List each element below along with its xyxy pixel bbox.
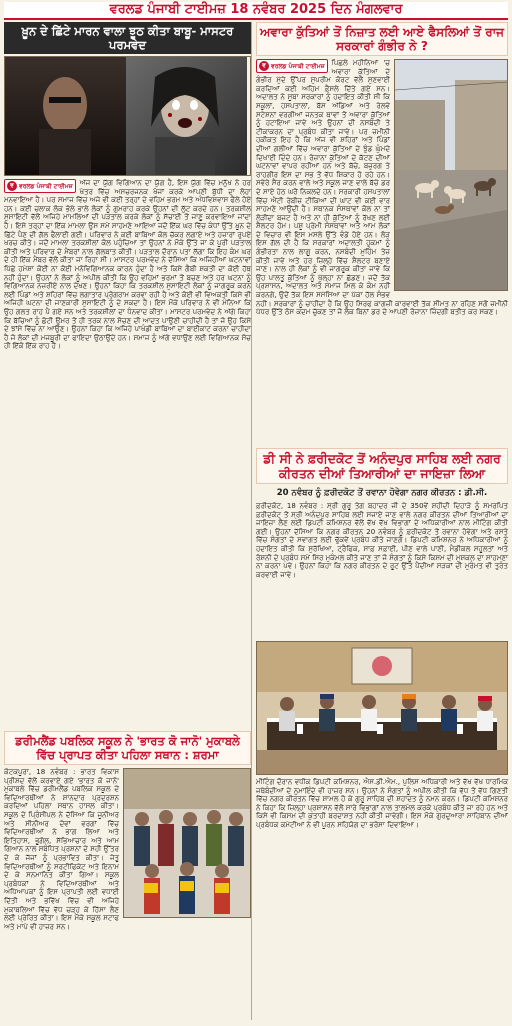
left-column <box>4 22 252 1020</box>
masthead-title: ਵਰਲਡ ਪੰਜਾਬੀ ਟਾਈਮਜ਼ 18 ਨਵੰਬਰ 2025 ਦਿਨ ਮੰਗਲਵਾਰ <box>109 2 403 17</box>
story4-photo <box>256 641 508 775</box>
story4-subheadline: 20 ਨਵੰਬਰ ਨੂੰ ਫ਼ਰੀਦਕੋਟ ਤੋਂ ਰਵਾਨਾ ਹੋਵੇਗਾ ਨਗਰ ਕੀਰਤਨ : ਡੀ.ਸੀ. <box>276 488 488 498</box>
story4-body: ਫ਼ਰੀਦਕੋਟ, 18 ਨਵੰਬਰ : ਸ੍ਰੀ ਗੁਰੂ ਤੇਗ ਬਹਾਦਰ ਜੀ ਦੇ 350ਵੇਂ ਸ਼ਹੀਦੀ ਦਿਹਾੜੇ ਨੂੰ ਸਮਰਪਿਤ ਫ਼ਰੀਦਕੋਟ ਤੋਂ ਸ੍ਰੀ ਅਨੰਦਪੁਰ ਸਾਹਿਬ ਲਈ ਸਜਾਏ ਜਾਣ ਵਾਲੇ ਨਗਰ ਕੀਰਤਨ ਦੀਆਂ ਤਿਆਰੀਆਂ ਦਾ ਜਾਇਜ਼ਾ ਲੈਣ ਲਈ ਡਿਪਟੀ ਕਮਿਸ਼ਨਰ ਵੱਲੋਂ ਵੱਖ ਵੱਖ ਵਿਭਾਗਾਂ ਦੇ ਅਧਿਕਾਰੀਆਂ ਨਾਲ ਮੀਟਿੰਗ ਕੀਤੀ ਗਈ। ਉਹਨਾਂ ਦੱਸਿਆ ਕਿ ਨਗਰ ਕੀਰਤਨ 20 ਨਵੰਬਰ ਨੂੰ ਫ਼ਰੀਦਕੋਟ ਤੋਂ ਰਵਾਨਾ ਹੋਵੇਗਾ ਅਤੇ ਰਸਤੇ ਵਿੱਚ ਸੰਗਤਾਂ ਦੇ ਸਵਾਗਤ ਲਈ ਢੁੱਕਵੇਂ ਪ੍ਰਬੰਧ ਕੀਤੇ ਜਾਣਗੇ। ਡਿਪਟੀ ਕਮਿਸ਼ਨਰ ਨੇ ਅਧਿਕਾਰੀਆਂ ਨੂੰ ਹਦਾਇਤ ਕੀਤੀ ਕਿ ਸੁਰੱਖਿਆ, ਟ੍ਰੈਫਿਕ, ਸਾਫ਼ ਸਫ਼ਾਈ, ਪੀਣ ਵਾਲੇ ਪਾਣੀ, ਮੈਡੀਕਲ ਸਹੂਲਤਾਂ ਅਤੇ ਰੋਸ਼ਨੀ ਦੇ ਪ੍ਰਬੰਧ ਸਮੇਂ ਸਿਰ ਮੁਕੰਮਲ ਕੀਤੇ ਜਾਣ ਤਾਂ ਜੋ ਸੰਗਤਾਂ ਨੂੰ ਕਿਸੇ ਕਿਸਮ ਦੀ ਮੁਸ਼ਕਲ ਦਾ ਸਾਹਮਣਾ ਨਾ ਕਰਨਾ ਪਵੇ। ਉਹਨਾਂ ਕਿਹਾ ਕਿ ਨਗਰ ਕੀਰਤਨ ਦੇ ਰੂਟ ਉੱਤੇ ਪੈਂਦੀਆਂ ਸੜਕਾਂ ਦੀ ਮੁਰੰਮਤ ਵੀ ਤੁਰੰਤ ਕਰਵਾਈ ਜਾਵੇ। <box>256 502 508 579</box>
masthead <box>4 2 508 20</box>
newspaper-logo-icon: ਵ <box>7 181 17 191</box>
story2-headline: ਡਰੀਮਲੈਂਡ ਪਬਲਿਕ ਸਕੂਲ ਨੇ 'ਭਾਰਤ ਕੋ ਜਾਨੋ' ਮੁਕਾਬਲੇ ਵਿੱਚ ਪ੍ਰਾਪਤ ਕੀਤਾ ਪਹਿਲਾ ਸਥਾਨ : ਸ਼ਰਮਾ <box>4 731 251 765</box>
students-group-photo-image <box>124 769 250 917</box>
story1-byline-text: ਵਰਲਡ ਪੰਜਾਬੀ ਟਾਈਮਜ਼ <box>19 182 73 190</box>
story4-body-continued: ਮੀਟਿੰਗ ਦੌਰਾਨ ਵਧੀਕ ਡਿਪਟੀ ਕਮਿਸ਼ਨਰ, ਐਸ.ਡੀ.ਐਮ., ਪੁਲਿਸ ਅਧਿਕਾਰੀ ਅਤੇ ਵੱਖ ਵੱਖ ਧਾਰਮਿਕ ਜਥੇਬੰਦੀਆਂ ਦੇ ਨੁਮਾਇੰਦੇ ਵੀ ਹਾਜ਼ਰ ਸਨ। ਉਹਨਾਂ ਨੇ ਸੰਗਤਾਂ ਨੂੰ ਅਪੀਲ ਕੀਤੀ ਕਿ ਵੱਧ ਤੋਂ ਵੱਧ ਗਿਣਤੀ ਵਿੱਚ ਨਗਰ ਕੀਰਤਨ ਵਿੱਚ ਸ਼ਾਮਲ ਹੋ ਕੇ ਗੁਰੂ ਸਾਹਿਬ ਦੀ ਸ਼ਹਾਦਤ ਨੂੰ ਨਮਨ ਕਰਨ। ਡਿਪਟੀ ਕਮਿਸ਼ਨਰ ਨੇ ਕਿਹਾ ਕਿ ਜ਼ਿਲ੍ਹਾ ਪ੍ਰਸ਼ਾਸਨ ਵੱਲੋਂ ਸਾਰੇ ਵਿਭਾਗਾਂ ਨਾਲ ਤਾਲਮੇਲ ਕਰਕੇ ਪ੍ਰਬੰਧ ਕੀਤੇ ਜਾ ਰਹੇ ਹਨ ਅਤੇ ਕਿਸੇ ਵੀ ਕਿਸਮ ਦੀ ਕੁਤਾਹੀ ਬਰਦਾਸ਼ਤ ਨਹੀਂ ਕੀਤੀ ਜਾਵੇਗੀ। ਇਸ ਮੌਕੇ ਗੁਰਦੁਆਰਾ ਸਾਹਿਬਾਨ ਦੀਆਂ ਪ੍ਰਬੰਧਕ ਕਮੇਟੀਆਂ ਨੇ ਵੀ ਪੂਰਨ ਸਹਿਯੋਗ ਦਾ ਭਰੋਸਾ ਦਿਵਾਇਆ। <box>256 778 508 829</box>
story3-byline <box>256 59 328 73</box>
story3-body: ਪਿਛਲੇ ਮਹੀਨਿਆਂ 'ਚ ਅਵਾਰਾ ਕੁੱਤਿਆਂ ਦੇ ਗੰਭੀਰ ਮੁੱਦੇ ਉੱਪਰ ਸੁਪਰੀਮ ਕੋਰਟ ਵੱਲੋਂ ਸੁਣਵਾਈ ਕਰਦਿਆਂ ਕਈ ਅਹਿਮ ਫ਼ੈਸਲੇ ਦਿੱਤੇ ਗਏ ਸਨ। ਅਦਾਲਤ ਨੇ ਸੂਬਾ ਸਰਕਾਰਾਂ ਨੂੰ ਹਦਾਇਤ ਕੀਤੀ ਸੀ ਕਿ ਸਕੂਲਾਂ, ਹਸਪਤਾਲਾਂ, ਬੱਸ ਅੱਡਿਆਂ ਅਤੇ ਰੇਲਵੇ ਸਟੇਸ਼ਨਾਂ ਵਰਗੀਆਂ ਜਨਤਕ ਥਾਵਾਂ ਤੋਂ ਅਵਾਰਾ ਕੁੱਤਿਆਂ ਨੂੰ ਹਟਾਇਆ ਜਾਵੇ ਅਤੇ ਉਹਨਾਂ ਦੀ ਨਸਬੰਦੀ ਤੇ ਟੀਕਾਕਰਨ ਦਾ ਪ੍ਰਬੰਧ ਕੀਤਾ ਜਾਵੇ। ਪਰ ਜ਼ਮੀਨੀ ਹਕੀਕਤ ਇਹ ਹੈ ਕਿ ਅੱਜ ਵੀ ਸ਼ਹਿਰਾਂ ਅਤੇ ਪਿੰਡਾਂ ਦੀਆਂ ਗਲੀਆਂ ਵਿੱਚ ਅਵਾਰਾ ਕੁੱਤਿਆਂ ਦੇ ਝੁੰਡ ਘੁੰਮਦੇ ਦਿਖਾਈ ਦਿੰਦੇ ਹਨ। ਰੋਜ਼ਾਨਾ ਕੁੱਤਿਆਂ ਦੇ ਕੱਟਣ ਦੀਆਂ ਘਟਨਾਵਾਂ ਵਾਪਰ ਰਹੀਆਂ ਹਨ ਅਤੇ ਬੱਚੇ, ਬਜ਼ੁਰਗ ਤੇ ਰਾਹਗੀਰ ਇਸ ਦਾ ਸਭ ਤੋਂ ਵੱਧ ਸ਼ਿਕਾਰ ਹੋ ਰਹੇ ਹਨ। ਸਵੇਰੇ ਸੈਰ ਕਰਨ ਵਾਲੇ ਅਤੇ ਸਕੂਲ ਜਾਣ ਵਾਲੇ ਬੱਚੇ ਡਰ ਦੇ ਸਾਏ ਹੇਠ ਘਰੋਂ ਨਿਕਲਦੇ ਹਨ। ਸਰਕਾਰੀ ਹਸਪਤਾਲਾਂ ਵਿੱਚ ਐਂਟੀ ਰੇਬੀਜ਼ ਟੀਕਿਆਂ ਦੀ ਘਾਟ ਵੀ ਕਈ ਵਾਰ ਸਾਹਮਣੇ ਆਉਂਦੀ ਹੈ। ਸਥਾਨਕ ਸੰਸਥਾਵਾਂ ਕੋਲ ਨਾ ਤਾਂ ਲੋੜੀਂਦਾ ਬਜਟ ਹੈ ਅਤੇ ਨਾ ਹੀ ਕੁੱਤਿਆਂ ਨੂੰ ਰੱਖਣ ਲਈ ਸ਼ੈਲਟਰ ਹੋਮ। ਪਸ਼ੂ ਪ੍ਰੇਮੀ ਸੰਸਥਾਵਾਂ ਅਤੇ ਆਮ ਲੋਕਾਂ ਦੇ ਵਿਚਾਰ ਵੀ ਇਸ ਮਸਲੇ ਉੱਤੇ ਵੰਡੇ ਹੋਏ ਹਨ। ਲੋੜ ਇਸ ਗੱਲ ਦੀ ਹੈ ਕਿ ਸਰਕਾਰਾਂ ਅਦਾਲਤੀ ਹੁਕਮਾਂ ਨੂੰ ਗੰਭੀਰਤਾ ਨਾਲ ਲਾਗੂ ਕਰਨ, ਨਸਬੰਦੀ ਮੁਹਿੰਮ ਤੇਜ਼ ਕੀਤੀ ਜਾਵੇ ਅਤੇ ਹਰ ਜ਼ਿਲ੍ਹੇ ਵਿੱਚ ਸ਼ੈਲਟਰ ਬਣਾਏ ਜਾਣ। ਨਾਲ ਹੀ ਲੋਕਾਂ ਨੂੰ ਵੀ ਜਾਗਰੂਕ ਕੀਤਾ ਜਾਵੇ ਕਿ ਉਹ ਪਾਲਤੂ ਕੁੱਤਿਆਂ ਨੂੰ ਖੁੱਲ੍ਹਾ ਨਾ ਛੱਡਣ। ਜਦੋਂ ਤੱਕ ਪ੍ਰਸ਼ਾਸਨ, ਅਦਾਲਤ ਅਤੇ ਸਮਾਜ ਮਿਲ ਕੇ ਕੰਮ ਨਹੀਂ ਕਰਨਗੇ, ਉਦੋਂ ਤੱਕ ਇਸ ਸਮੱਸਿਆ ਦਾ ਪੱਕਾ ਹੱਲ ਸੰਭਵ ਨਹੀਂ। ਸਰਕਾਰਾਂ ਨੂੰ ਚਾਹੀਦਾ ਹੈ ਕਿ ਉਹ ਸਿਰਫ ਕਾਗਜ਼ੀ ਕਾਰਵਾਈ ਤੱਕ ਸੀਮਤ ਨਾ ਰਹਿਣ ਸਗੋਂ ਜ਼ਮੀਨੀ ਪੱਧਰ ਉੱਤੇ ਠੋਸ ਕਦਮ ਚੁੱਕਣ ਤਾਂ ਜੋ ਲੋਕ ਬਿਨਾਂ ਡਰ ਦੇ ਆਪਣੀ ਰੋਜ਼ਾਨਾ ਜ਼ਿੰਦਗੀ ਬਤੀਤ ਕਰ ਸਕਣ। <box>256 59 508 317</box>
story1-body: ਅੱਜ ਦਾ ਯੁੱਗ ਵਿਗਿਆਨ ਦਾ ਯੁੱਗ ਹੈ, ਇਸ ਯੁੱਗ ਵਿੱਚ ਮਨੁੱਖ ਨੇ ਹਰ ਖੇਤਰ ਵਿੱਚ ਅਸਚਰਜਨਕ ਖੋਜਾਂ ਕਰਕੇ ਆਪਣੀ ਬੁੱਧੀ ਦਾ ਲੋਹਾ ਮਨਵਾਇਆ ਹੈ। ਪਰ ਸਮਾਜ ਵਿੱਚ ਅਜੇ ਵੀ ਕਈ ਤਰ੍ਹਾਂ ਦੇ ਵਹਿਮ ਭਰਮ ਅਤੇ ਅੰਧਵਿਸ਼ਵਾਸ ਫੈਲੇ ਹੋਏ ਹਨ। ਕਈ ਚਲਾਕ ਲੋਕ ਭੋਲੇ ਭਾਲੇ ਲੋਕਾਂ ਨੂੰ ਗੁਮਰਾਹ ਕਰਕੇ ਉਹਨਾਂ ਦੀ ਲੁੱਟ ਕਰਦੇ ਹਨ। ਤਰਕਸ਼ੀਲ ਸੁਸਾਇਟੀ ਵੱਲੋਂ ਅਜਿਹੇ ਮਾਮਲਿਆਂ ਦੀ ਪੜਤਾਲ ਕਰਕੇ ਲੋਕਾਂ ਨੂੰ ਸੱਚਾਈ ਤੋਂ ਜਾਣੂ ਕਰਵਾਇਆ ਜਾਂਦਾ ਹੈ। ਇਸੇ ਤਰ੍ਹਾਂ ਦਾ ਇੱਕ ਮਾਮਲਾ ਉਸ ਸਮੇਂ ਸਾਹਮਣੇ ਆਇਆ ਜਦੋਂ ਇੱਕ ਘਰ ਵਿੱਚ ਕੰਧਾਂ ਉੱਤੇ ਖ਼ੂਨ ਦੇ ਛਿੱਟੇ ਪੈਣ ਦੀ ਗੱਲ ਫੈਲਾਈ ਗਈ। ਪਰਿਵਾਰ ਨੇ ਕਈ ਬਾਬਿਆਂ ਕੋਲ ਚੱਕਰ ਲਗਾਏ ਅਤੇ ਹਜ਼ਾਰਾਂ ਰੁਪਏ ਖਰਚ ਕੀਤੇ। ਜਦੋਂ ਮਾਮਲਾ ਤਰਕਸ਼ੀਲਾਂ ਕੋਲ ਪਹੁੰਚਿਆ ਤਾਂ ਉਹਨਾਂ ਨੇ ਮੌਕੇ ਉੱਤੇ ਜਾ ਕੇ ਪੂਰੀ ਪੜਤਾਲ ਕੀਤੀ ਅਤੇ ਪਰਿਵਾਰ ਦੇ ਮੈਂਬਰਾਂ ਨਾਲ ਗੱਲਬਾਤ ਕੀਤੀ। ਪੜਤਾਲ ਦੌਰਾਨ ਪਤਾ ਲੱਗਾ ਕਿ ਇਹ ਕੰਮ ਘਰ ਦੇ ਹੀ ਇੱਕ ਮੈਂਬਰ ਵੱਲੋਂ ਕੀਤਾ ਜਾ ਰਿਹਾ ਸੀ। ਮਾਸਟਰ ਪਰਮਵੇਦ ਨੇ ਦੱਸਿਆ ਕਿ ਅਜਿਹੀਆਂ ਘਟਨਾਵਾਂ ਪਿੱਛੇ ਹਮੇਸ਼ਾ ਕੋਈ ਨਾ ਕੋਈ ਮਨੋਵਿਗਿਆਨਕ ਕਾਰਨ ਹੁੰਦਾ ਹੈ ਅਤੇ ਕਿਸੇ ਗੈਬੀ ਸ਼ਕਤੀ ਦਾ ਕੋਈ ਹੱਥ ਨਹੀਂ ਹੁੰਦਾ। ਉਹਨਾਂ ਨੇ ਲੋਕਾਂ ਨੂੰ ਅਪੀਲ ਕੀਤੀ ਕਿ ਉਹ ਵਹਿਮਾਂ ਭਰਮਾਂ ਤੋਂ ਬਚਣ ਅਤੇ ਹਰ ਘਟਨਾ ਨੂੰ ਵਿਗਿਆਨਕ ਨਜ਼ਰੀਏ ਨਾਲ ਦੇਖਣ। ਉਹਨਾਂ ਕਿਹਾ ਕਿ ਤਰਕਸ਼ੀਲ ਸੁਸਾਇਟੀ ਲੋਕਾਂ ਨੂੰ ਜਾਗਰੂਕ ਕਰਨ ਲਈ ਪਿੰਡਾਂ ਅਤੇ ਸ਼ਹਿਰਾਂ ਵਿੱਚ ਲਗਾਤਾਰ ਪ੍ਰੋਗਰਾਮ ਕਰਵਾ ਰਹੀ ਹੈ ਅਤੇ ਕੋਈ ਵੀ ਵਿਅਕਤੀ ਕਿਸੇ ਵੀ ਅਜਿਹੀ ਘਟਨਾ ਦੀ ਜਾਣਕਾਰੀ ਸੁਸਾਇਟੀ ਨੂੰ ਦੇ ਸਕਦਾ ਹੈ। ਇਸ ਮੌਕੇ ਪਰਿਵਾਰ ਨੇ ਵੀ ਮੰਨਿਆ ਕਿ ਉਹ ਗਲਤ ਰਾਹ ਪੈ ਗਏ ਸਨ ਅਤੇ ਤਰਕਸ਼ੀਲਾਂ ਦਾ ਧੰਨਵਾਦ ਕੀਤਾ। ਮਾਸਟਰ ਪਰਮਵੇਦ ਨੇ ਅੱਗੇ ਕਿਹਾ ਕਿ ਬੱਚਿਆਂ ਨੂੰ ਛੋਟੀ ਉਮਰ ਤੋਂ ਹੀ ਤਰਕ ਨਾਲ ਸੋਚਣ ਦੀ ਆਦਤ ਪਾਉਣੀ ਚਾਹੀਦੀ ਹੈ ਤਾਂ ਜੋ ਉਹ ਕਿਸੇ ਦੇ ਝਾਂਸੇ ਵਿੱਚ ਨਾ ਆਉਣ। ਉਹਨਾਂ ਕਿਹਾ ਕਿ ਅਜਿਹੇ ਪਾਖੰਡੀ ਬਾਬਿਆਂ ਦਾ ਬਾਈਕਾਟ ਕਰਨਾ ਚਾਹੀਦਾ ਹੈ ਜੋ ਲੋਕਾਂ ਦੀ ਮਜਬੂਰੀ ਦਾ ਫਾਇਦਾ ਉਠਾਉਂਦੇ ਹਨ। ਸਮਾਜ ਨੂੰ ਅੱਗੇ ਵਧਾਉਣ ਲਈ ਵਿਗਿਆਨਕ ਸੋਚ ਹੀ ਇੱਕੋ ਇੱਕ ਰਾਹ ਹੈ। <box>4 179 251 351</box>
story-stray-dogs-article <box>256 22 508 444</box>
horror-movie-still-image <box>5 57 247 175</box>
story4-headline: ਡੀ ਸੀ ਨੇ ਫ਼ਰੀਦਕੋਟ ਤੋਂ ਅਨੰਦਪੁਰ ਸਾਹਿਬ ਲਈ ਨਗਰ ਕੀਰਤਨ ਦੀਆਂ ਤਿਆਰੀਆਂ ਦਾ ਜਾਇਜ਼ਾ ਲਿਆ <box>256 448 508 484</box>
story3-headline: ਅਵਾਰਾ ਕੁੱਤਿਆਂ ਤੋਂ ਨਿਜ਼ਾਤ ਲਈ ਆਏ ਫੈਸਲਿਆਂ ਤੋਂ ਰਾਜ ਸਰਕਾਰਾਂ ਗੰਭੀਰ ਨੇ ? <box>256 22 508 56</box>
story-nagar-kirtan-article <box>256 448 508 1024</box>
stray-dogs-street-image <box>395 60 507 290</box>
story3-photo <box>394 59 508 291</box>
story3-byline-text: ਵਰਲਡ ਪੰਜਾਬੀ ਟਾਈਮਜ਼ <box>271 62 325 70</box>
story2-photo <box>123 768 251 918</box>
story-horror-article <box>4 22 251 727</box>
meeting-room-photo-image <box>257 642 507 774</box>
story1-byline <box>4 179 76 193</box>
story2-body: ਕੋਟਕਪੂਰਾ, 18 ਨਵੰਬਰ : ਭਾਰਤ ਵਿਕਾਸ ਪ੍ਰੀਸ਼ਦ ਵੱਲੋਂ ਕਰਵਾਏ ਗਏ 'ਭਾਰਤ ਕੋ ਜਾਨੋ' ਮੁਕਾਬਲੇ ਵਿੱਚ ਡਰੀਮਲੈਂਡ ਪਬਲਿਕ ਸਕੂਲ ਦੇ ਵਿਦਿਆਰਥੀਆਂ ਨੇ ਸ਼ਾਨਦਾਰ ਪ੍ਰਦਰਸ਼ਨ ਕਰਦਿਆਂ ਪਹਿਲਾ ਸਥਾਨ ਹਾਸਲ ਕੀਤਾ। ਸਕੂਲ ਦੇ ਪ੍ਰਿੰਸੀਪਲ ਨੇ ਦੱਸਿਆ ਕਿ ਜੂਨੀਅਰ ਅਤੇ ਸੀਨੀਅਰ ਦੋਵਾਂ ਵਰਗਾਂ ਵਿੱਚ ਵਿਦਿਆਰਥੀਆਂ ਨੇ ਭਾਗ ਲਿਆ ਅਤੇ ਇਤਿਹਾਸ, ਭੂਗੋਲ, ਸੱਭਿਆਚਾਰ ਅਤੇ ਆਮ ਗਿਆਨ ਨਾਲ ਸਬੰਧਿਤ ਪ੍ਰਸ਼ਨਾਂ ਦੇ ਸਹੀ ਉੱਤਰ ਦੇ ਕੇ ਜੱਜਾਂ ਨੂੰ ਪ੍ਰਭਾਵਿਤ ਕੀਤਾ। ਜੇਤੂ ਵਿਦਿਆਰਥੀਆਂ ਨੂੰ ਸਰਟੀਫਿਕੇਟ ਅਤੇ ਇਨਾਮ ਦੇ ਕੇ ਸਨਮਾਨਿਤ ਕੀਤਾ ਗਿਆ। ਸਕੂਲ ਪ੍ਰਬੰਧਕਾਂ ਨੇ ਵਿਦਿਆਰਥੀਆਂ ਅਤੇ ਅਧਿਆਪਕਾਂ ਨੂੰ ਇਸ ਪ੍ਰਾਪਤੀ ਲਈ ਵਧਾਈ ਦਿੱਤੀ ਅਤੇ ਭਵਿੱਖ ਵਿੱਚ ਵੀ ਅਜਿਹੇ ਮੁਕਾਬਲਿਆਂ ਵਿੱਚ ਵੱਧ ਚੜ੍ਹ ਕੇ ਹਿੱਸਾ ਲੈਣ ਲਈ ਪ੍ਰੇਰਿਤ ਕੀਤਾ। ਇਸ ਮੌਕੇ ਸਕੂਲ ਸਟਾਫ ਅਤੇ ਮਾਪੇ ਵੀ ਹਾਜ਼ਰ ਸਨ। <box>4 768 119 931</box>
right-column <box>256 22 508 1020</box>
story1-photo <box>4 56 251 176</box>
story1-headline: ਖ਼ੂਨ ਦੇ ਛਿੱਟੇ ਮਾਰਨ ਵਾਲਾ ਝੂਠ ਕੀਤਾ ਬਾਬੂ- ਮਾਸਟਰ ਪਰਮਵੇਦ <box>4 22 251 54</box>
story-school-article <box>4 731 251 1024</box>
newspaper-logo-icon: ਵ <box>259 61 269 71</box>
